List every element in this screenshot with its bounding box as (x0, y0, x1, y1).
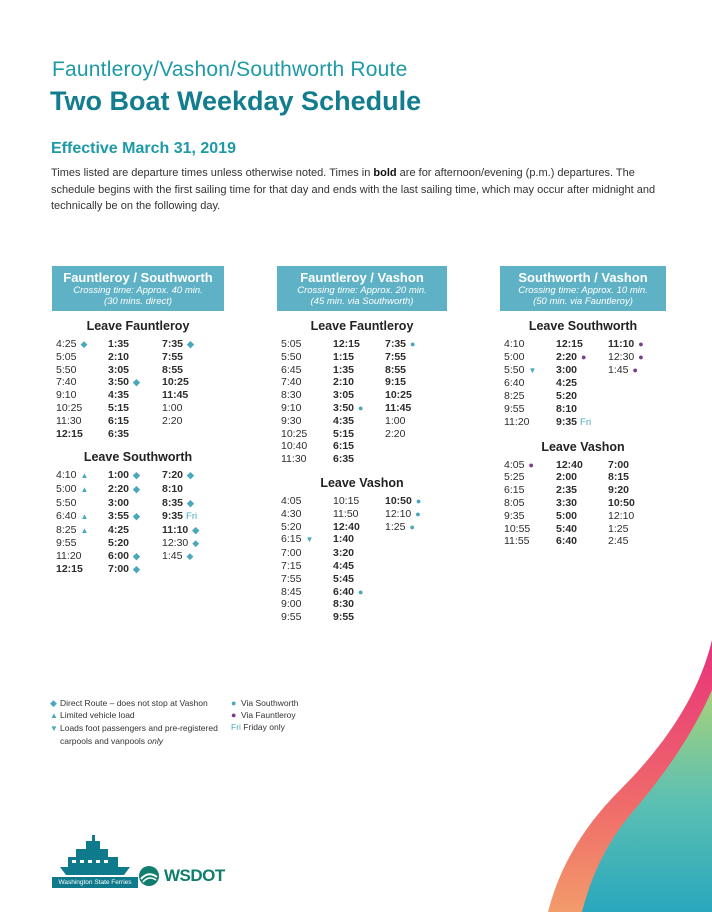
departure-time (608, 403, 666, 416)
departure-time: 11:45 (385, 401, 412, 414)
table-row (504, 416, 666, 430)
departure-time: 12:15 (333, 338, 360, 350)
diamond-icon: ◆ (133, 563, 140, 574)
departure-time: 2:20 ◆ (108, 483, 140, 496)
departure-time: 12:10 ● (385, 507, 421, 520)
friday-badge: Fri (186, 510, 198, 522)
wsf-logo-label: Washington State Ferries (52, 877, 138, 888)
departure-time: 11:45 (162, 389, 189, 402)
table-row (56, 483, 222, 497)
departure-time: 8:15 (608, 471, 630, 484)
departure-time: 5:05 (281, 338, 302, 350)
departure-time: 3:50 ◆ (108, 376, 140, 389)
departure-time: 11:30 (56, 414, 82, 427)
teal-dot-icon: ● (415, 508, 421, 519)
departure-time: 3:05 (108, 363, 130, 376)
departure-time (608, 377, 666, 390)
inverted-triangle-icon: ▼ (528, 365, 537, 375)
departure-time (385, 533, 445, 547)
table-row (504, 390, 666, 403)
departure-time: 11:20 (56, 550, 82, 563)
table-row (56, 364, 222, 377)
departure-time: 4:05 (281, 494, 302, 507)
inverted-triangle-icon: ▼ (50, 724, 58, 733)
departure-time: 1:45 ● (608, 363, 638, 376)
departure-time: 8:55 (162, 363, 184, 376)
departure-time: 9:55 (333, 611, 355, 624)
departure-time: 9:55 (504, 402, 525, 415)
departure-time: 10:55 (504, 522, 531, 535)
departure-time: 5:20 (556, 390, 578, 403)
departure-time: 9:15 (385, 376, 407, 389)
diamond-icon: ◆ (192, 524, 200, 535)
departure-time: 11:10 ● (608, 338, 644, 350)
table-row (281, 428, 445, 441)
departure-time: 5:40 (556, 522, 578, 535)
departure-time: 3:00 (556, 363, 578, 376)
departure-time: 9:10 (56, 389, 77, 402)
departure-time: 8:25 ▲ (56, 523, 89, 536)
diamond-icon: ◆ (133, 510, 140, 521)
table-row (56, 469, 222, 483)
departure-time: 6:40 ● (333, 585, 364, 598)
departure-time: 9:00 (281, 598, 302, 611)
departure-time: 5:50 (281, 350, 302, 363)
diamond-icon: ◆ (133, 551, 140, 562)
departure-time: 7:40 (281, 376, 302, 389)
departure-time: 1:35 (108, 338, 130, 350)
departure-time: 5:15 (108, 401, 130, 414)
column-header (277, 266, 447, 311)
departure-time: 4:35 (333, 414, 355, 427)
table-row (281, 533, 445, 547)
table-row (56, 537, 222, 550)
departure-time: 5:45 (333, 572, 355, 585)
departure-time (385, 611, 445, 624)
diamond-icon: ◆ (133, 484, 140, 495)
departure-time: 9:10 (281, 401, 302, 414)
departure-time: 10:50 ● (385, 494, 422, 507)
departure-time (608, 416, 666, 430)
departure-time: 7:35 ◆ (162, 338, 194, 350)
departure-time: 7:35 ● (385, 338, 416, 350)
table-row (504, 338, 666, 351)
diamond-icon: ◆ (187, 470, 194, 481)
column-header (500, 266, 666, 311)
table-row (56, 510, 222, 524)
table-row (281, 351, 445, 364)
triangle-icon: ▲ (80, 485, 89, 495)
purple-dot-icon: ● (231, 710, 237, 720)
table-row (504, 459, 666, 472)
departure-time: 7:00 (608, 458, 630, 471)
departure-time: 5:15 (333, 427, 355, 440)
departure-time: 9:35 Fri (162, 509, 198, 522)
legend-limited: ▲ Limited vehicle load (50, 710, 135, 720)
teal-dot-icon: ● (231, 698, 237, 708)
purple-dot-icon: ● (632, 364, 638, 375)
triangle-icon: ▲ (80, 471, 89, 481)
crossing-time: (30 mins. direct) (103, 296, 173, 307)
departure-time: 6:15 ▼ (281, 533, 314, 546)
departure-time: 4:25 ◆ (56, 338, 88, 350)
departure-time: 3:00 (108, 496, 130, 509)
departure-time: 12:40 (556, 458, 583, 471)
departure-time (385, 598, 445, 611)
departure-time: 6:15 (108, 414, 130, 427)
departure-time: 3:05 (333, 389, 355, 402)
departure-time: 5:20 (108, 537, 130, 550)
section-heading: Leave Vashon (541, 439, 625, 454)
departure-time: 8:55 (385, 363, 407, 376)
table-row (281, 560, 445, 573)
diamond-icon: ◆ (192, 538, 200, 549)
departure-time: 10:25 (385, 389, 412, 402)
column-fauntleroy-southworth (52, 266, 224, 576)
table-row (504, 535, 666, 548)
departure-time: 1:15 (333, 350, 355, 363)
departure-time: 5:00 (504, 350, 525, 363)
legend-via-fauntleroy: ● Via Fauntleroy (231, 710, 296, 720)
table-row (281, 508, 445, 521)
legend-left (50, 697, 218, 747)
departure-time: 2:10 (333, 376, 355, 389)
departure-time: 10:25 (162, 376, 189, 389)
departure-time: 11:50 (333, 507, 359, 520)
table-row (281, 364, 445, 377)
departure-time: 10:50 (608, 496, 635, 509)
section-heading: Leave Fauntleroy (310, 319, 414, 333)
table-row (281, 440, 445, 453)
departure-time: 8:30 (281, 389, 302, 402)
departure-time (385, 453, 445, 466)
triangle-icon: ▲ (50, 711, 58, 720)
departure-time: 12:15 (56, 562, 83, 575)
schedule-table (281, 338, 445, 466)
column-title: Fauntleroy / Vashon (300, 270, 424, 285)
purple-dot-icon: ● (638, 339, 644, 349)
schedule-table (56, 338, 222, 440)
purple-dot-icon: ● (581, 351, 587, 362)
departure-time: 6:15 (504, 484, 525, 497)
table-row (504, 510, 666, 523)
legend-right (231, 697, 299, 733)
departure-time: 7:55 (162, 350, 184, 363)
departure-time: 1:00 ◆ (108, 469, 140, 482)
table-row (281, 611, 445, 624)
departure-time: 11:20 (504, 415, 530, 428)
diamond-icon: ◆ (133, 470, 140, 481)
table-row (504, 403, 666, 416)
table-row (56, 389, 222, 402)
departure-time: 7:40 (56, 376, 77, 389)
column-title: Fauntleroy / Southworth (63, 270, 213, 285)
departure-time: 7:15 (281, 559, 302, 572)
departure-time: 4:05 ● (504, 458, 534, 471)
crossing-time: Crossing time: Approx. 40 min. (73, 285, 203, 296)
teal-dot-icon: ● (358, 402, 364, 413)
departure-time: 11:10 ◆ (162, 523, 200, 536)
intro-text: Times listed are departure times unless otherwise noted. Times in bold are for afternoon/evening (p.m.) departures. The schedule begins with the first sailing time for that day and ends with the last sailing time, which may occur after midnight and technically be on the following day. (51, 167, 656, 212)
departure-time: 12:30 ◆ (162, 537, 200, 550)
departure-time: 4:35 (108, 389, 130, 402)
departure-time: 2:20 (385, 427, 406, 440)
table-row (281, 389, 445, 402)
departure-time: 1:25 ● (385, 520, 415, 533)
departure-time (385, 573, 445, 586)
table-row (281, 547, 445, 560)
teal-dot-icon: ● (358, 586, 364, 597)
teal-dot-icon: ● (409, 521, 415, 532)
departure-time: 6:40 (504, 377, 525, 390)
table-row (504, 471, 666, 484)
schedule-table (504, 338, 666, 430)
departure-time: 9:30 (281, 414, 302, 427)
purple-dot-icon: ● (528, 459, 534, 470)
departure-time: 7:20 ◆ (162, 469, 194, 482)
departure-time: 8:10 (162, 483, 184, 496)
schedule-table (504, 459, 666, 549)
departure-time: 4:10 (504, 338, 525, 350)
departure-time: 8:10 (556, 402, 578, 415)
table-row (56, 402, 222, 415)
table-row (504, 351, 666, 364)
departure-time: 5:20 (281, 520, 302, 533)
ferry-icon (52, 833, 138, 877)
section-heading: Leave Fauntleroy (86, 319, 190, 333)
departure-time: 6:35 (333, 453, 355, 466)
diamond-icon: ◆ (186, 551, 194, 562)
departure-time: 8:35 ◆ (162, 496, 194, 509)
departure-time: 6:35 (108, 427, 130, 440)
departure-time: 1:25 (608, 522, 629, 535)
diamond-icon: ◆ (133, 377, 140, 388)
departure-time: 6:00 ◆ (108, 550, 140, 563)
departure-time: 12:15 (56, 427, 83, 440)
table-row (281, 586, 445, 599)
departure-time (385, 440, 445, 453)
table-row (56, 376, 222, 389)
table-row (281, 521, 445, 534)
departure-time: 6:40 (556, 535, 578, 548)
departure-time (385, 547, 445, 560)
teal-dot-icon: ● (415, 495, 422, 506)
departure-time: 3:55 ◆ (108, 509, 140, 522)
crossing-time: (45 min. via Southworth) (310, 296, 414, 307)
departure-time: 4:25 (108, 523, 130, 536)
departure-time: 7:00 ◆ (108, 562, 140, 575)
departure-time: 2:20 ● (556, 350, 587, 363)
departure-time: 5:50 (56, 496, 77, 509)
departure-time: 2:10 (108, 350, 130, 363)
departure-time: 10:40 (281, 440, 308, 453)
schedule-table (56, 469, 222, 575)
section-heading: Leave Southworth (528, 319, 638, 333)
wsdot-logo: WSDOT (138, 865, 225, 887)
departure-time: 8:05 (504, 496, 525, 509)
legend-direct: ◆ Direct Route – does not stop at Vashon (50, 698, 208, 708)
column-title: Southworth / Vashon (518, 270, 648, 285)
departure-time: 2:20 (162, 414, 183, 427)
table-row (281, 415, 445, 428)
departure-time: 10:25 (281, 427, 308, 440)
table-row (504, 484, 666, 497)
departure-time (385, 586, 445, 599)
departure-time (385, 560, 445, 573)
column-header (52, 266, 224, 311)
departure-time: 12:10 (608, 509, 635, 522)
friday-badge: Fri (580, 416, 592, 428)
departure-time: 5:00 (556, 509, 578, 522)
column-fauntleroy-vashon (277, 266, 447, 624)
table-row (504, 377, 666, 390)
departure-time: 4:10 ▲ (56, 469, 89, 482)
teal-dot-icon: ● (410, 339, 416, 349)
route-title: Fauntleroy/Vashon/Southworth Route (52, 58, 408, 81)
purple-dot-icon: ● (638, 351, 644, 362)
departure-time: 3:50 ● (333, 401, 364, 414)
departure-time (608, 390, 666, 403)
departure-time: 5:00 ▲ (56, 483, 89, 496)
departure-time: 4:25 (556, 377, 578, 390)
departure-time: 10:25 (56, 401, 83, 414)
table-row (281, 573, 445, 586)
departure-time: 3:30 (556, 496, 578, 509)
legend-friday: Fri Friday only (231, 722, 285, 732)
departure-time: 6:15 (333, 440, 355, 453)
table-row (281, 402, 445, 415)
departure-time: 5:50 ▼ (504, 363, 537, 376)
departure-time: 1:00 (162, 401, 183, 414)
table-row (504, 364, 666, 378)
table-row (504, 523, 666, 536)
section-heading: Leave Vashon (320, 475, 404, 490)
table-row (56, 351, 222, 364)
table-row (56, 497, 222, 510)
table-row (56, 563, 222, 576)
departure-time: 9:20 (608, 484, 630, 497)
schedule-title: Two Boat Weekday Schedule (50, 86, 422, 116)
section-heading: Leave Southworth (83, 450, 193, 465)
departure-time: 5:05 (56, 350, 77, 363)
triangle-icon: ▲ (80, 525, 89, 535)
departure-time (162, 428, 222, 441)
departure-time: 1:40 (333, 533, 355, 546)
departure-time: 9:55 (56, 537, 77, 550)
column-southworth-vashon (500, 266, 666, 548)
diamond-icon: ◆ (187, 497, 194, 508)
legend-via-southworth: ● Via Southworth (231, 698, 299, 708)
legend-foot-cont: carpools and vanpools only (60, 736, 164, 746)
table-row (56, 338, 222, 351)
wsdot-emblem-icon (138, 865, 160, 887)
table-row (504, 497, 666, 510)
departure-time: 2:35 (556, 484, 578, 497)
table-row (281, 376, 445, 389)
departure-time: 11:55 (504, 535, 530, 548)
departure-time: 12:30 ● (608, 350, 644, 363)
table-row (281, 338, 445, 351)
table-row (281, 453, 445, 466)
departure-time: 7:55 (281, 572, 302, 585)
departure-time: 8:25 (504, 390, 525, 403)
departure-time: 2:45 (608, 535, 629, 548)
schedule-table (281, 495, 445, 624)
departure-time: 4:30 (281, 507, 302, 520)
departure-time (162, 563, 222, 576)
departure-time: 5:50 (56, 363, 77, 376)
table-row (281, 495, 445, 508)
departure-time: 1:35 (333, 363, 355, 376)
effective-date: Effective March 31, 2019 (51, 140, 236, 157)
departure-time: 9:35 Fri (556, 415, 592, 428)
inverted-triangle-icon: ▼ (305, 535, 314, 545)
crossing-time: Crossing time: Approx. 10 min. (518, 285, 648, 296)
departure-time: 9:35 (504, 509, 525, 522)
crossing-time: Crossing time: Approx. 20 min. (297, 285, 427, 296)
table-row (56, 550, 222, 563)
departure-time: 7:55 (385, 350, 407, 363)
legend-foot: ▼ Loads foot passengers and pre-registered (50, 723, 218, 733)
departure-time: 12:15 (556, 338, 583, 350)
departure-time: 8:30 (333, 598, 355, 611)
table-row (281, 598, 445, 611)
diamond-icon: ◆ (80, 339, 88, 349)
table-row (56, 524, 222, 538)
departure-time: 1:45 ◆ (162, 550, 194, 563)
departure-time: 2:00 (556, 471, 578, 484)
departure-time: 6:40 ▲ (56, 509, 89, 522)
departure-time: 12:40 (333, 520, 360, 533)
intro-bold-word: bold (373, 167, 397, 179)
departure-time: 6:45 (281, 363, 302, 376)
departure-time: 7:00 (281, 547, 302, 560)
table-row (56, 415, 222, 428)
departure-time: 5:25 (504, 471, 525, 484)
triangle-icon: ▲ (80, 511, 89, 521)
diamond-icon: ◆ (50, 698, 57, 708)
departure-time: 3:20 (333, 547, 355, 560)
departure-time: 4:45 (333, 559, 355, 572)
table-row (56, 428, 222, 441)
diamond-icon: ◆ (187, 339, 194, 349)
crossing-time: (50 min. via Fauntleroy) (533, 296, 633, 307)
departure-time: 1:00 (385, 414, 406, 427)
departure-time: 10:15 (333, 494, 360, 507)
departure-time: 9:55 (281, 611, 302, 624)
departure-time: 11:30 (281, 453, 307, 466)
departure-time: 8:45 (281, 585, 302, 598)
